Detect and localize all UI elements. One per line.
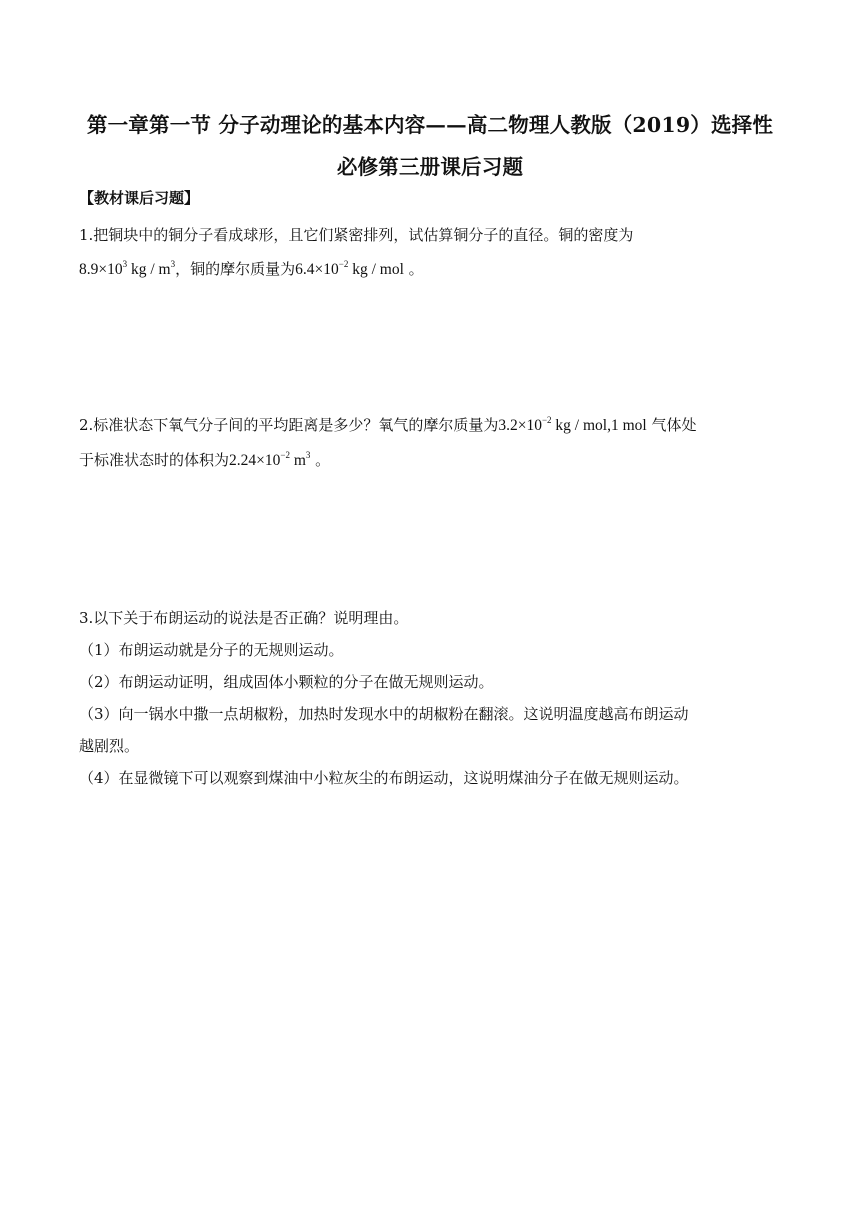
question-2-line-2-text: 于标准状态时的体积为 [79,451,230,469]
question-2 [79,408,785,478]
question-1-end-text: 。 [403,260,424,278]
gas-volume-value: $2.24\times 10^{-2}$ $m^3$ [229,450,311,469]
title-line-1: 第一章第一节 分子动理论的基本内容——高二物理人教版（2019）选择性 [86,113,774,137]
question-3-item-1: （1）布朗运动就是分子的无规则运动。 [79,641,344,659]
oxygen-molar-mass-value: $3.2\times 10^{-2}$ kg / mol,1 mol [498,415,647,434]
question-1-mid-text: ，铜的摩尔质量为 [175,260,296,278]
question-1 [79,218,785,287]
question-2-text: 2.标准状态下氧气分子间的平均距离是多少？氧气的摩尔质量为 [79,416,499,434]
question-2-line-1 [79,408,785,443]
question-3-intro: 3.以下关于布朗运动的说法是否正确？说明理由。 [79,609,409,627]
section-heading: 【教材课后习题】 [79,189,200,207]
question-2-line-2 [79,443,785,478]
question-2-line-2-end: 。 [310,451,331,469]
question-3-item-4: （4）在显微镜下可以观察到煤油中小粒灰尘的布朗运动，这说明煤油分子在做无规则运动。 [79,769,689,787]
question-3-item-2: （2）布朗运动证明，组成固体小颗粒的分子在做无规则运动。 [79,673,494,691]
question-1-line-1: 1.把铜块中的铜分子看成球形，且它们紧密排列，试估算铜分子的直径。铜的密度为 [79,226,634,244]
document-title [78,104,782,188]
copper-density-value: $8.9\times 10^3$ kg / $m^3$ [79,259,176,278]
question-3 [79,602,785,794]
title-line-2: 必修第三册课后习题 [336,155,524,179]
copper-molar-mass-value: $6.4\times 10^{-2}$ kg / mol [295,259,404,278]
question-1-line-2 [79,252,785,287]
question-3-item-3-continued: 越剧烈。 [79,737,140,755]
question-3-item-3: （3）向一锅水中撒一点胡椒粉，加热时发现水中的胡椒粉在翻滚。这说明温度越高布朗运动 [79,705,689,723]
question-2-line-1-end: 气体处 [646,416,697,434]
